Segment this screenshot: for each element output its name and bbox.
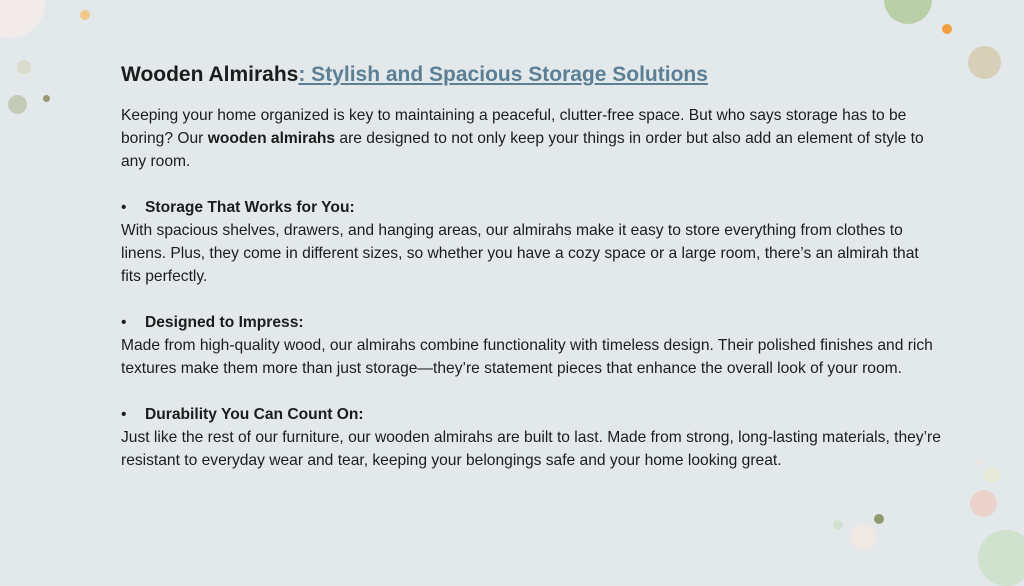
decor-circle [8, 95, 27, 114]
decor-circle [970, 490, 997, 517]
intro-paragraph [121, 104, 941, 173]
decor-circle [17, 60, 31, 74]
section-body: Made from high-quality wood, our almirahs combine functionality with timeless design. Their polished finishes and rich textures make them more than just storage—they’re statement pieces that enhance the overall look of your room. [121, 337, 933, 377]
section-design [121, 311, 941, 380]
heading-text: Storage That Works for You: [145, 199, 355, 216]
bullet-icon: • [121, 314, 127, 331]
section-heading [121, 311, 941, 334]
decor-circle [942, 24, 952, 34]
bullet-icon: • [121, 406, 127, 423]
title-link[interactable]: : Stylish and Spacious Storage Solutions [298, 63, 708, 86]
intro-text: Keeping your home organized is key to maintaining a peaceful, clutter-free space. But who says storage has to be boring? Our [121, 107, 907, 147]
decor-circle [874, 514, 884, 524]
bullet-icon: • [121, 199, 127, 216]
decor-circle [850, 524, 876, 550]
slide-content [121, 60, 941, 472]
decor-circle [884, 0, 932, 24]
decor-circle [978, 530, 1024, 586]
decor-circle [833, 520, 843, 530]
decor-circle [0, 0, 45, 38]
section-durability [121, 403, 941, 472]
section-storage [121, 196, 941, 288]
title-main: Wooden Almirahs [121, 63, 299, 86]
intro-bold: wooden almirahs [207, 130, 336, 147]
section-heading [121, 403, 941, 426]
heading-text: Designed to Impress: [145, 314, 304, 331]
page-title [121, 60, 941, 90]
decor-circle [968, 46, 1001, 79]
decor-circle [984, 467, 1000, 483]
section-body: Just like the rest of our furniture, our wooden almirahs are built to last. Made from strong, long-lasting materials, they’re resistant to everyday wear and tear, keeping your belongings safe and your home looking great. [121, 429, 941, 469]
intro-text-end: are designed to not only keep your things in order but also add an element of style to any room. [121, 130, 924, 170]
decor-circle [977, 460, 983, 466]
decor-circle [43, 95, 50, 102]
decor-circle [80, 10, 90, 20]
section-heading [121, 196, 941, 219]
section-body: With spacious shelves, drawers, and hanging areas, our almirahs make it easy to store everything from clothes to linens. Plus, they come in different sizes, so whether you have a cozy space or a large room, there’s an almirah that fits perfectly. [121, 222, 919, 285]
heading-text: Durability You Can Count On: [145, 406, 364, 423]
